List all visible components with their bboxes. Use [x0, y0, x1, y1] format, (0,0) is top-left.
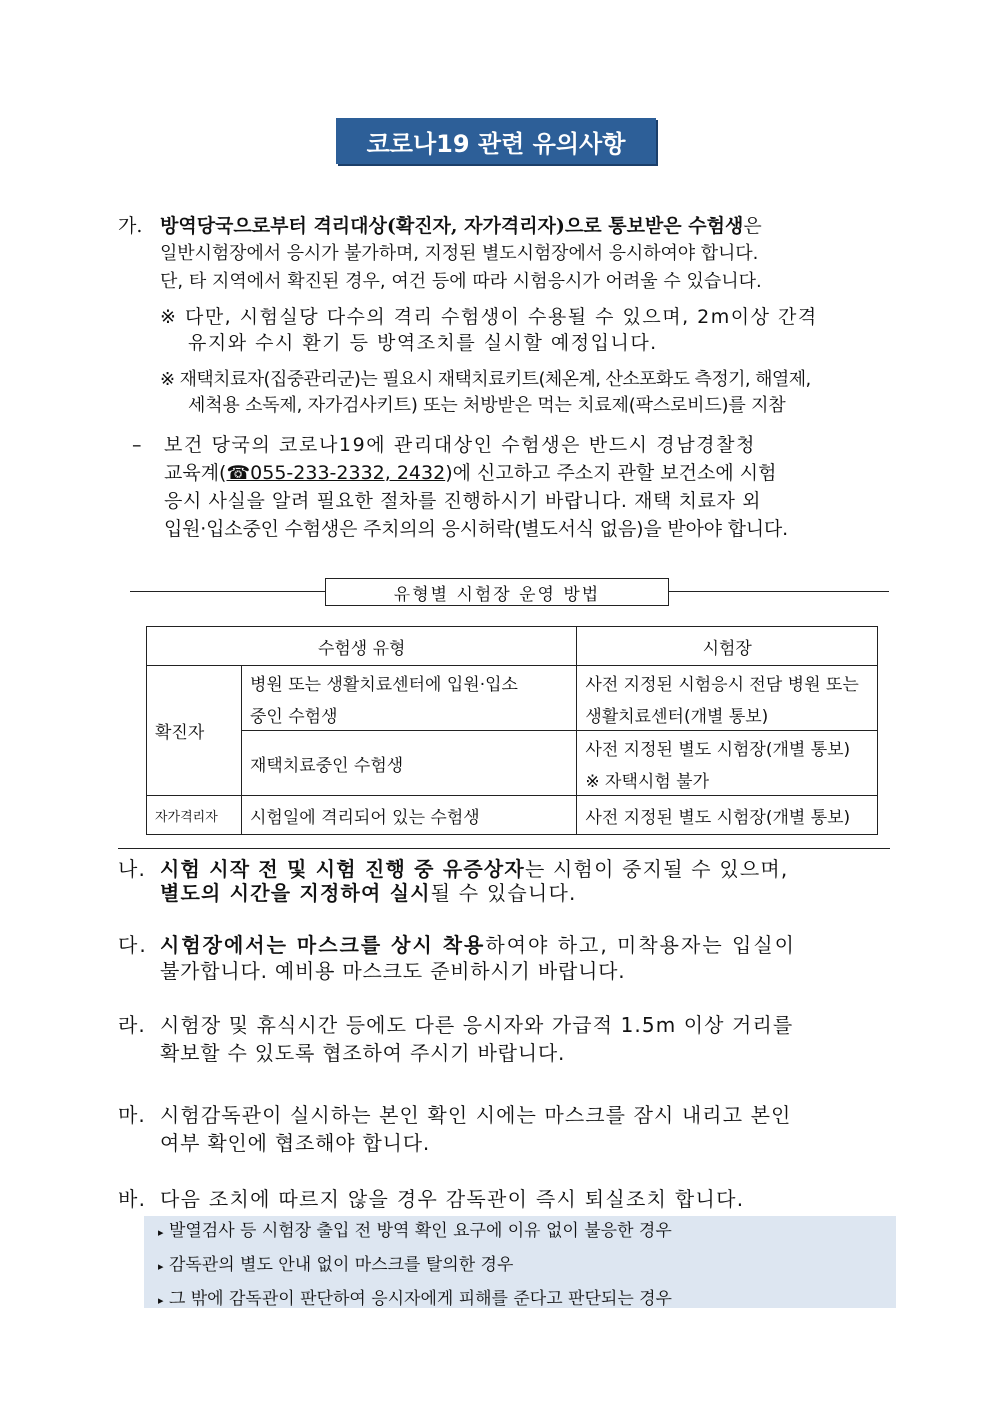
section-marker: 마.: [118, 1103, 146, 1127]
text: 시험감독관이 실시하는 본인 확인 시에는 마스크를 잠시 내리고 본인: [160, 1103, 792, 1127]
bullet-icon: ▸: [158, 1260, 164, 1273]
dash-line3: 응시 사실을 알려 필요한 절차를 진행하시기 바랍니다. 재택 치료자 외: [164, 490, 762, 512]
exam-site-table: [146, 626, 878, 835]
section-ra-line2: 확보할 수 있도록 협조하여 주시기 바랍니다.: [160, 1041, 566, 1065]
category-quarantine: 자가격리자: [147, 796, 242, 835]
section-ga: [118, 212, 908, 240]
caption-line-right: [667, 591, 889, 592]
section-marker: 라.: [118, 1013, 146, 1037]
text: 감독관의 별도 안내 없이 마스크를 탈의한 경우: [168, 1255, 514, 1275]
list-item: [158, 1284, 672, 1309]
text: 는 시험이 중지될 수 있으며,: [524, 857, 789, 881]
section-da-line2: 불가합니다. 예비용 마스크도 준비하시기 바랍니다.: [160, 959, 626, 983]
divider: [118, 848, 890, 849]
dash-line1: 보건 당국의 코로나19에 관리대상인 수험생은 반드시 경남경찰청: [164, 434, 757, 456]
phone-number: ☎055-233-2332, 2432: [226, 462, 446, 484]
text: 될 수 있습니다.: [430, 881, 577, 905]
cell-type: 중인 수험생: [242, 698, 577, 731]
caption-line-left: [130, 591, 326, 592]
dash-line4: 입원·입소중인 수험생은 주치의의 응시허락(별도서식 없음)을 받아야 합니다.: [164, 518, 788, 540]
text: 다음 조치에 따르지 않을 경우 감독관이 즉시 퇴실조치 합니다.: [160, 1187, 745, 1211]
header-exam-site: 시험장: [577, 627, 878, 666]
emphasis-text: 시험 시작 전 및 시험 진행 중 유증상자: [160, 857, 525, 881]
bullet-icon: ▸: [158, 1294, 164, 1307]
page-title: 코로나19 관련 유의사항: [336, 118, 656, 164]
ga-line2: 일반시험장에서 응시가 불가하며, 지정된 별도시험장에서 응시하여야 합니다.: [160, 243, 759, 264]
table-caption: 유형별 시험장 운영 방법: [325, 578, 669, 606]
section-marker: 나.: [118, 857, 147, 881]
cell-site: 생활치료센터(개별 통보): [577, 698, 878, 731]
section-ra-line1: [118, 1012, 793, 1039]
list-item: [158, 1216, 672, 1241]
section-ma-line2: 여부 확인에 협조해야 합니다.: [160, 1131, 431, 1155]
cell-type: 시험일에 격리되어 있는 수험생: [242, 796, 577, 835]
cell-type: 병원 또는 생활치료센터에 입원·입소: [242, 666, 577, 699]
text: 하여야 하고, 미착용자는 입실이: [485, 933, 796, 957]
text: 발열검사 등 시험장 출입 전 방역 확인 요구에 이유 없이 불응한 경우: [168, 1221, 672, 1241]
dash-marker: –: [132, 434, 142, 456]
category-confirmed: 확진자: [147, 666, 242, 796]
cell-type: 재택치료중인 수험생: [242, 731, 577, 796]
note-home-treatment-l1: ※ 재택치료자(집중관리군)는 필요시 재택치료키트(체온계, 산소포화도 측정기, 해열제,: [160, 369, 811, 390]
section-na-line1: [118, 856, 788, 883]
note-distancing-l1: ※ 다만, 시험실당 다수의 격리 수험생이 수용될 수 있으며, 2m이상 간격: [160, 306, 818, 328]
section-na-line2: [160, 880, 577, 907]
text: 은: [743, 215, 762, 237]
table-row: [147, 666, 878, 699]
list-item: [158, 1250, 513, 1275]
table-header-row: [147, 627, 878, 666]
table-row: [147, 731, 878, 764]
bullet-icon: ▸: [158, 1226, 164, 1239]
header-examinee-type: 수험생 유형: [147, 627, 577, 666]
cell-site: 사전 지정된 별도 시험장(개별 통보): [577, 731, 878, 764]
cell-site: 사전 지정된 별도 시험장(개별 통보): [577, 796, 878, 835]
section-marker: 가.: [118, 215, 143, 237]
text: )에 신고하고 주소지 관할 보건소에 시험: [445, 462, 777, 484]
section-marker: 다.: [118, 933, 148, 957]
note-home-treatment-l2: 세척용 소독제, 자가검사키트) 또는 처방받은 먹는 치료제(팍스로비드)를 지참: [188, 395, 786, 416]
text: 시험장 및 휴식시간 등에도 다른 응시자와 가급적 1.5m 이상 거리를: [160, 1013, 794, 1037]
section-ma-line1: [118, 1102, 791, 1129]
emphasis-text: 별도의 시간을 지정하여 실시: [160, 881, 431, 905]
cell-site: ※ 자택시험 불가: [577, 763, 878, 796]
section-ba-line1: [118, 1186, 744, 1213]
text: 교육계(: [164, 462, 227, 484]
emphasis-text: 시험장에서는 마스크를 상시 착용: [160, 933, 486, 957]
table-row: [147, 698, 878, 731]
cell-site: 사전 지정된 시험응시 전담 병원 또는: [577, 666, 878, 699]
section-da-line1: [118, 932, 796, 959]
dash-line2: [164, 460, 776, 487]
table-row: [147, 796, 878, 835]
section-marker: 바.: [118, 1187, 147, 1211]
note-distancing-l2: 유지와 수시 환기 등 방역조치를 실시할 예정입니다.: [188, 332, 658, 354]
emphasis-text: 방역당국으로부터 격리대상(확진자, 자가격리자)으로 통보받은 수험생: [160, 215, 744, 237]
text: 그 밖에 감독관이 판단하여 응시자에게 피해를 준다고 판단되는 경우: [168, 1289, 672, 1309]
ga-line3: 단, 타 지역에서 확진된 경우, 여건 등에 따라 시험응시가 어려울 수 있습니다.: [160, 271, 762, 292]
